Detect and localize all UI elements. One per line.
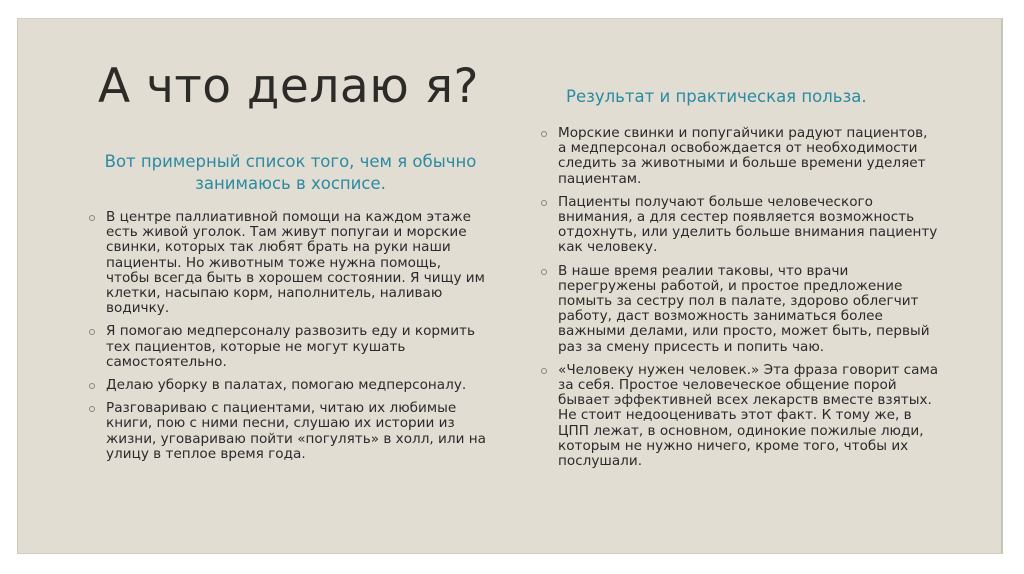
bullet-icon <box>541 269 547 275</box>
presentation-slide <box>17 18 1003 554</box>
right-column-subtitle: Результат и практическая польза. <box>566 87 867 106</box>
right-bullet-list <box>540 126 940 477</box>
list-item-text: «Человеку нужен человек.» Эта фраза говорит сама за себя. Простое человеческое общение порой бывает эффективней всех лекарств вместе взятых. Не стоит недооценивать этот факт. К тому же, в ЦПП лежат, в основном, одинокие пожилые люди, которым не нужно ничего, кроме того, чтобы их послушали. <box>558 361 939 470</box>
list-item <box>540 363 940 469</box>
list-item-text: Я помогаю медперсоналу развозить еду и кормить тех пациентов, которые не могут кушать самостоятельно. <box>106 323 476 370</box>
list-item <box>88 210 488 316</box>
list-item-text: Разговариваю с пациентами, читаю их любимые книги, пою с ними песни, слушаю их истории из жизни, уговариваю пойти «погулять» в холл, или на улицу в теплое время года. <box>106 400 486 462</box>
left-bullet-list <box>88 210 488 470</box>
bullet-icon <box>541 131 547 137</box>
left-column-subtitle: Вот примерный список того, чем я обычно занимаюсь в хосписе. <box>104 152 477 193</box>
list-item-text: Морские свинки и попугайчики радуют пациентов, а медперсонал освобождается от необходимости следить за животными и больше времени уделяет пациентам. <box>558 125 928 187</box>
list-item-text: Пациенты получают больше человеческого внимания, а для сестер появляется возможность отдохнуть, или уделить больше внимания пациенту как человеку. <box>558 193 938 256</box>
bullet-icon <box>89 215 95 221</box>
list-item <box>540 264 940 355</box>
list-item-text: В центре паллиативной помощи на каждом этаже есть живой уголок. Там живут попугаи и морские свинки, которых так любят брать на руки наши пациенты. Но животным тоже нужна помощь, чтобы всегда быть в хорошем состоянии. Я чищу им клетки, насыпаю корм, наполнитель, наливаю водичку. <box>106 209 485 317</box>
list-item <box>540 195 940 256</box>
list-item <box>88 401 488 462</box>
list-item <box>88 378 488 393</box>
list-item <box>88 324 488 370</box>
slide-title: А что делаю я? <box>98 59 479 114</box>
bullet-icon <box>89 329 95 335</box>
list-item-text: В наше время реалии таковы, что врачи перегружены работой, и простое предложение помыть за сестру пол в палате, здорово облегчит работу, даст возможность заниматься более важными делами, или просто, может быть, первый раз за смену присесть и попить чаю. <box>558 262 930 355</box>
bullet-icon <box>541 200 547 206</box>
bullet-icon <box>541 368 547 374</box>
bullet-icon <box>89 383 95 389</box>
bullet-icon <box>89 406 95 412</box>
list-item-text: Делаю уборку в палатах, помогаю медперсоналу. <box>106 377 467 394</box>
list-item <box>540 126 940 187</box>
